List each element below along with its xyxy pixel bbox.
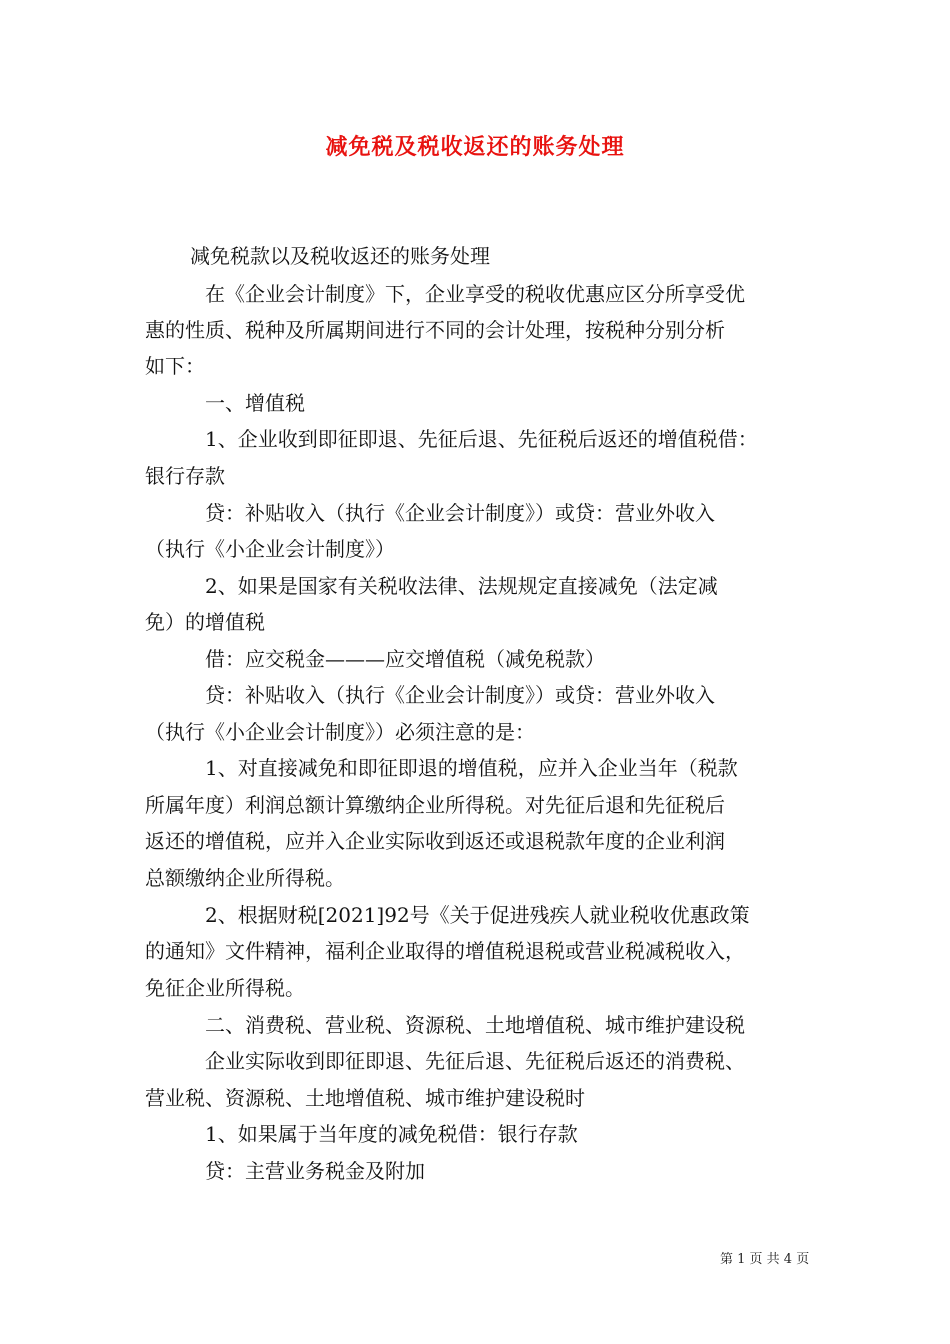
body-line: 返还的增值税，应并入企业实际收到返还或退税款年度的企业利润 [145, 829, 725, 853]
body-line: 1、企业收到即征即退、先征后退、先征税后返还的增值税借： [205, 427, 758, 451]
body-line: 银行存款 [145, 464, 225, 488]
body-line: 减免税款以及税收返还的账务处理 [190, 244, 490, 268]
body-line: 惠的性质、税种及所属期间进行不同的会计处理，按税种分别分析 [145, 318, 725, 342]
page-number: 第 1 页 共 4 页 [720, 1252, 810, 1267]
body-line: 借：应交税金———应交增值税（减免税款） [205, 647, 605, 671]
section-heading: 二、消费税、营业税、资源税、土地增值税、城市维护建设税 [205, 1013, 745, 1037]
body-line: 如下： [145, 354, 205, 378]
body-line: 贷：补贴收入（执行《企业会计制度》）或贷：营业外收入 [205, 501, 715, 525]
body-line: 的通知》文件精神，福利企业取得的增值税退税或营业税减税收入， [145, 939, 745, 963]
body-line: 2、如果是国家有关税收法律、法规规定直接减免（法定减 [205, 574, 718, 598]
body-line: 2、根据财税[2021]92号《关于促进残疾人就业税收优惠政策 [205, 903, 750, 927]
body-line: （执行《小企业会计制度》） [145, 537, 395, 561]
body-line: 贷：主营业务税金及附加 [205, 1159, 425, 1183]
body-line: 1、对直接减免和即征即退的增值税，应并入企业当年（税款 [205, 756, 738, 780]
section-heading: 一、增值税 [205, 391, 305, 415]
document-title: 减免税及税收返还的账务处理 [325, 134, 625, 160]
body-line: （执行《小企业会计制度》）必须注意的是： [145, 720, 535, 744]
body-line: 在《企业会计制度》下，企业享受的税收优惠应区分所享受优 [205, 282, 745, 306]
body-line: 1、如果属于当年度的减免税借：银行存款 [205, 1122, 578, 1146]
body-line: 企业实际收到即征即退、先征后退、先征税后返还的消费税、 [205, 1049, 745, 1073]
body-line: 总额缴纳企业所得税。 [145, 866, 345, 890]
body-line: 营业税、资源税、土地增值税、城市维护建设税时 [145, 1086, 585, 1110]
body-line: 贷：补贴收入（执行《企业会计制度》）或贷：营业外收入 [205, 683, 715, 707]
body-line: 免）的增值税 [145, 610, 265, 634]
body-line: 免征企业所得税。 [145, 976, 305, 1000]
body-line: 所属年度）利润总额计算缴纳企业所得税。对先征后退和先征税后 [145, 793, 725, 817]
